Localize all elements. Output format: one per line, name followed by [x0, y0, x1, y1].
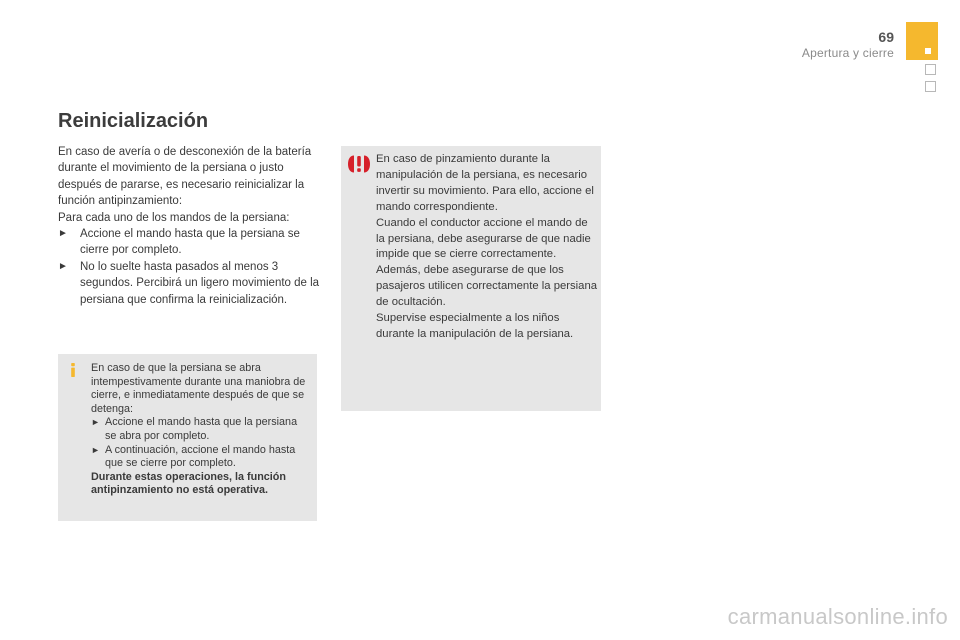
warning-paragraph: Supervise especialmente a los niños durante la manipulación de la persiana. [376, 312, 574, 340]
warning-text [376, 152, 598, 343]
bullet-item [58, 259, 328, 308]
warning-box [341, 146, 601, 411]
page-number: 69 [878, 29, 894, 45]
info-bullet [91, 416, 307, 443]
info-bullet-text: Accione el mando hasta que la persiana se abra por completo. [105, 416, 298, 442]
section-title: Reinicialización [58, 110, 209, 132]
info-bullet-text: A continuación, accione el mando hasta que se cierre por completo. [105, 443, 296, 470]
info-text [91, 362, 307, 498]
warning-paragraph: Cuando el conductor accione el mando de la persiana, debe asegurarse de que nadie impide que se cierre correctamente. [376, 216, 591, 261]
warning-paragraph: En caso de pinzamiento durante la manipulación de la persiana, es necesario invertir su movimiento. Para ello, accione el mando correspondiente. [376, 153, 594, 213]
chapter-tab-active[interactable] [906, 22, 938, 60]
info-icon [65, 362, 81, 378]
bullet-arrow-icon: ► [58, 228, 68, 240]
info-bullet [91, 444, 307, 471]
watermark: carmanualsonline.info [727, 604, 948, 629]
info-intro: En caso de que la persiana se abra intempestivamente durante una maniobra de cierre, e inmediatamente después de que se detenga: [91, 362, 306, 415]
bullet-text: Accione el mando hasta que la persiana se cierre por completo. [80, 228, 300, 257]
body-text [58, 144, 328, 308]
info-warning-bold: Durante estas operaciones, la función antipinzamiento no está operativa. [91, 470, 286, 497]
info-box [58, 354, 317, 521]
tab-marker-icon [925, 48, 931, 54]
warning-icon [347, 154, 371, 174]
chapter-title: Apertura y cierre [801, 46, 894, 60]
chapter-tab[interactable] [925, 64, 936, 75]
warning-paragraph: Además, debe asegurarse de que los pasajeros utilicen correctamente la persiana de ocultación. [376, 264, 598, 309]
chapter-tab[interactable] [925, 81, 936, 92]
bullet-arrow-icon: ► [91, 417, 100, 428]
intro-paragraph: En caso de avería o de desconexión de la batería durante el movimiento de la persiana o justo después de pararse, es necesario reinicializar la función antipinzamiento: [58, 146, 312, 208]
bullet-text: No lo suelte hasta pasados al menos 3 segundos. Percibirá un ligero movimiento de la persiana que confirma la reinicialización. [80, 260, 320, 306]
instruction-paragraph: Para cada uno de los mandos de la persiana: [58, 211, 290, 224]
bullet-arrow-icon: ► [58, 260, 68, 272]
bullet-arrow-icon: ► [91, 444, 100, 455]
bullet-item [58, 226, 328, 259]
